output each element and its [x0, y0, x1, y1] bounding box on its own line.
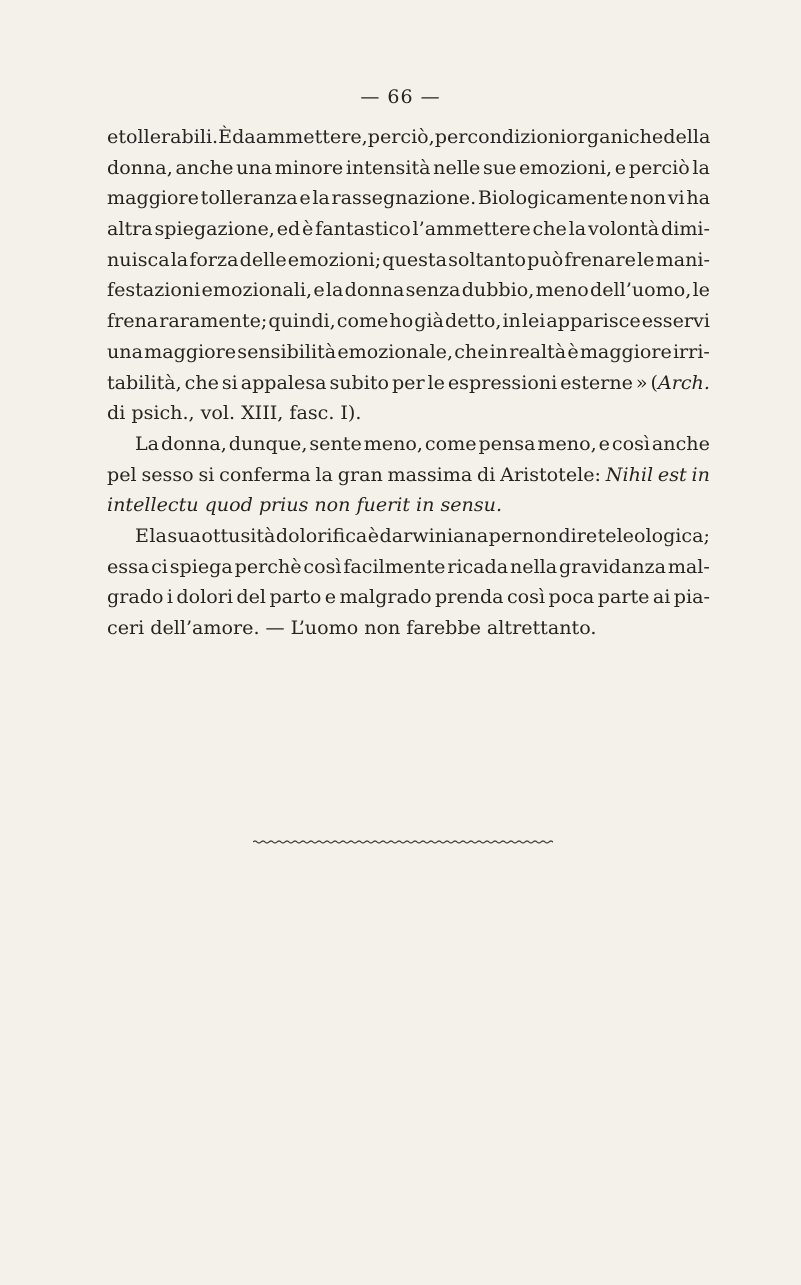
word: in: [502, 309, 521, 333]
page-number: — 66 —: [360, 86, 441, 108]
word: La: [135, 431, 160, 455]
word: prius: [258, 493, 309, 517]
word: non: [629, 186, 666, 210]
word: le: [692, 278, 710, 302]
text-line: [107, 460, 710, 491]
word: quindi,: [268, 309, 336, 333]
text-line: [107, 490, 710, 521]
word: dimi-: [661, 217, 710, 241]
word: I).: [340, 401, 362, 425]
word: che: [532, 217, 567, 241]
word: (Arch.: [650, 370, 710, 394]
word: ammettere,: [255, 125, 368, 148]
word: intensità: [345, 155, 431, 179]
word: gran: [337, 462, 383, 486]
word: volontà: [587, 217, 660, 241]
word: così: [303, 554, 342, 578]
word: espressioni: [447, 370, 558, 394]
word: per: [488, 523, 522, 547]
word: donna,: [161, 431, 227, 455]
word: parto: [269, 585, 322, 609]
word: conferma: [219, 462, 311, 486]
word: dire: [558, 523, 598, 547]
word: Nihil: [605, 462, 654, 486]
word: ottusità: [201, 523, 276, 547]
word: e: [614, 155, 627, 179]
word: le: [637, 247, 655, 271]
word: esterne: [560, 370, 633, 394]
word: spiega: [169, 554, 233, 578]
word: dell’uomo,: [590, 278, 692, 302]
text-line: [107, 183, 710, 214]
word: sente: [309, 431, 362, 455]
word: emozioni;: [287, 247, 382, 271]
word: »: [635, 370, 648, 394]
text-line: [107, 521, 710, 552]
word: ed: [276, 217, 301, 241]
word: darwiniana: [379, 523, 489, 547]
word: vi: [667, 186, 685, 210]
word: è: [567, 339, 579, 363]
word: organiche: [566, 125, 664, 148]
word: L’uomo: [290, 616, 359, 639]
word: E: [135, 523, 149, 547]
word: la: [568, 217, 587, 241]
word: farebbe: [406, 616, 481, 639]
word: altra: [107, 217, 153, 241]
word: È: [218, 125, 233, 148]
word: subito: [329, 370, 390, 394]
word: la: [312, 186, 330, 210]
word: di: [477, 462, 496, 486]
word: della: [663, 125, 711, 148]
word: grado: [107, 585, 164, 609]
word: raramente;: [159, 309, 268, 333]
word: vol.: [200, 401, 236, 425]
word: frenare: [564, 247, 636, 271]
text-line: [107, 122, 710, 153]
text-line: [107, 613, 710, 644]
word: emozionale,: [337, 339, 454, 363]
word: dolori: [176, 585, 233, 609]
word: sensu.: [440, 493, 503, 517]
word: Aristotele:: [500, 462, 601, 486]
word: perciò: [628, 155, 690, 179]
word: teleologica;: [597, 523, 710, 547]
word: ha: [686, 186, 710, 210]
word: si: [221, 370, 238, 394]
word: —: [265, 616, 285, 639]
word: che: [184, 370, 219, 394]
word: appalesa: [240, 370, 327, 394]
word: nelle: [433, 155, 481, 179]
word: la: [325, 278, 344, 302]
word: ci: [151, 554, 168, 578]
word: realtà: [509, 339, 567, 363]
word: meno: [535, 278, 589, 302]
word: pia-: [673, 585, 710, 609]
text-line: [107, 306, 710, 337]
text-line: [107, 214, 710, 245]
word: fasc.: [289, 401, 335, 425]
word: emozionali,: [201, 278, 313, 302]
word: i: [166, 585, 173, 609]
text-line: [107, 429, 710, 460]
text-line: [107, 337, 710, 368]
word: dubbio,: [461, 278, 535, 302]
word: mani-: [655, 247, 710, 271]
word: sua: [167, 523, 201, 547]
word: e: [299, 186, 311, 210]
word: non: [521, 523, 558, 547]
word: apparisce: [546, 309, 641, 333]
word: malgrado: [339, 585, 432, 609]
word: prenda: [435, 585, 504, 609]
word: frena: [107, 309, 159, 333]
word: è: [302, 217, 314, 241]
word: pensa: [478, 431, 536, 455]
word: una: [236, 155, 273, 179]
word: lei: [521, 309, 546, 333]
word: gravidanza: [559, 554, 666, 578]
word: le: [427, 370, 445, 394]
word: come: [424, 431, 477, 455]
word: già: [414, 309, 444, 333]
word: la: [170, 247, 189, 271]
word: anche: [175, 155, 234, 179]
word: soltanto: [448, 247, 527, 271]
word: spiegazione,: [154, 217, 275, 241]
word: meno,: [363, 431, 423, 455]
word: questa: [382, 247, 447, 271]
word: ho: [389, 309, 414, 333]
word: minore: [274, 155, 344, 179]
word: che: [454, 339, 489, 363]
word: ricada: [447, 554, 509, 578]
word: maggiore: [144, 339, 237, 363]
word: così: [611, 431, 650, 455]
text-line: [107, 582, 710, 613]
word: per: [434, 125, 468, 148]
word: delle: [239, 247, 287, 271]
word: la: [149, 523, 167, 547]
word: maggiore: [107, 186, 199, 210]
word: la: [315, 462, 333, 486]
word: sesso: [141, 462, 194, 486]
word: detto,: [444, 309, 502, 333]
word: forza: [189, 247, 239, 271]
word: e: [313, 278, 325, 302]
text-line: [107, 153, 710, 184]
word: fantastico: [315, 217, 411, 241]
word: massima: [387, 462, 473, 486]
word: in: [416, 493, 435, 517]
word: dell’amore.: [150, 616, 260, 639]
word: ai: [652, 585, 671, 609]
word: dolorifica: [275, 523, 368, 547]
word: tolleranza: [200, 186, 298, 210]
word: in: [489, 339, 509, 363]
word: ceri: [107, 616, 145, 639]
word: quod: [204, 493, 253, 517]
word: non: [364, 616, 401, 639]
word: nella: [509, 554, 558, 578]
word: dunque,: [228, 431, 308, 455]
text-line: [107, 552, 710, 583]
word: Biologicamente: [477, 186, 629, 210]
word: intellectu: [107, 493, 199, 517]
word: di: [107, 401, 126, 425]
word: senza: [405, 278, 461, 302]
word: l’ammettere: [412, 217, 531, 241]
word: come: [336, 309, 389, 333]
word: perciò,: [367, 125, 435, 148]
word: tollerabili.: [118, 125, 219, 148]
word: così: [506, 585, 546, 609]
word: da: [232, 125, 256, 148]
word: fuerit: [356, 493, 411, 517]
word: donna,: [107, 155, 173, 179]
word: può: [527, 247, 564, 271]
word: e: [598, 431, 610, 455]
word: del: [236, 585, 267, 609]
word: non: [314, 493, 351, 517]
word: per: [391, 370, 425, 394]
word: emozioni,: [519, 155, 613, 179]
word: mal-: [667, 554, 710, 578]
word: una: [107, 339, 143, 363]
word: sensibilità: [237, 339, 337, 363]
word: e: [107, 125, 119, 148]
text-line: [107, 398, 710, 429]
word: essa: [107, 554, 150, 578]
word: esservi: [641, 309, 710, 333]
word: parte: [597, 585, 650, 609]
word: facilmente: [343, 554, 446, 578]
word: condizioni: [467, 125, 567, 148]
word: anche: [651, 431, 710, 455]
word: rassegnazione.: [331, 186, 477, 210]
word: pel: [107, 462, 137, 486]
word: XIII,: [241, 401, 284, 425]
word: nuisca: [107, 247, 170, 271]
word: irri-: [672, 339, 710, 363]
word: festazioni: [107, 278, 201, 302]
body-text: [107, 122, 710, 644]
text-line: [107, 245, 710, 276]
decorative-wavy-rule: [253, 838, 553, 846]
word: in: [691, 462, 710, 486]
word: e: [324, 585, 337, 609]
word: tabilità,: [107, 370, 182, 394]
word: si: [198, 462, 215, 486]
word: è: [367, 523, 380, 547]
word: est: [657, 462, 687, 486]
word: psich.,: [131, 401, 195, 425]
word: perchè: [234, 554, 302, 578]
text-line: [107, 368, 710, 399]
text-line: [107, 275, 710, 306]
word: sue: [482, 155, 517, 179]
word: poca: [548, 585, 595, 609]
word: maggiore: [579, 339, 672, 363]
word: la: [692, 155, 710, 179]
word: altrettanto.: [486, 616, 597, 639]
word: donna: [344, 278, 405, 302]
word: meno,: [537, 431, 597, 455]
